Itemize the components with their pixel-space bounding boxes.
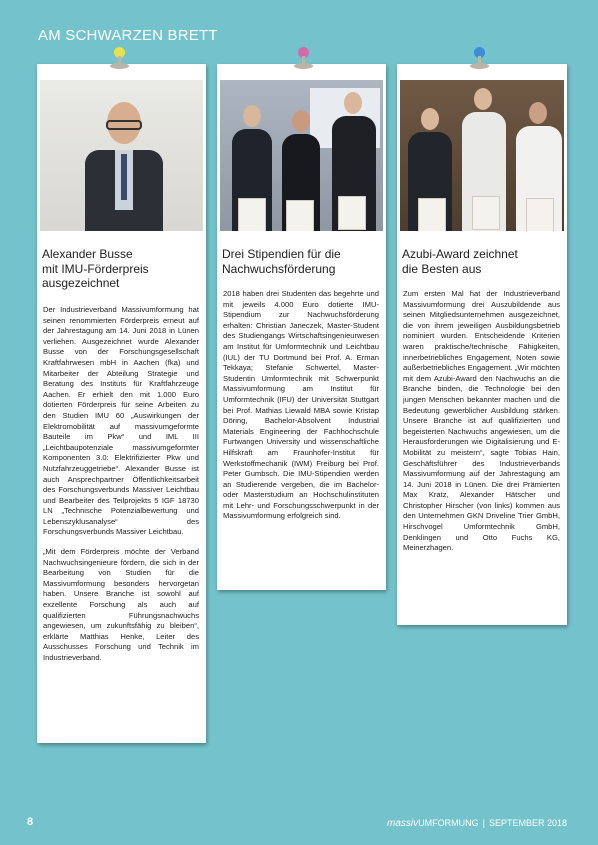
- card-stipendien: [217, 64, 386, 590]
- headline: [42, 247, 149, 291]
- headline-line-3: ausgezeichnet: [42, 276, 120, 290]
- pushpin-icon: [110, 47, 130, 77]
- footer: [387, 818, 567, 829]
- issue-date: SEPTEMBER 2018: [488, 818, 567, 828]
- headline-line-1: Drei Stipendien für die: [222, 247, 341, 261]
- headline-line-2: mit IMU-Förderpreis: [42, 261, 149, 276]
- card-azubi-award: [397, 64, 567, 625]
- headline: [402, 247, 518, 276]
- photo-alexander-busse: [40, 80, 203, 231]
- headline-line-1: Alexander Busse: [42, 247, 133, 261]
- certificate: [418, 198, 446, 231]
- certificate: [472, 196, 500, 230]
- headline-line-2: Nachwuchsförderung: [222, 261, 336, 276]
- page-number: 8: [27, 816, 34, 828]
- card-imu-foerderpreis: [37, 64, 206, 743]
- certificate: [286, 200, 314, 231]
- headline-line-2: die Besten aus: [402, 261, 482, 276]
- photo-stipendiaten: [220, 80, 383, 231]
- article-body: [43, 305, 199, 673]
- brand-umformung: UMFORMUNG: [418, 818, 479, 828]
- paragraph: Zum ersten Mal hat der Industrieverband Massivumformung drei Auszubildende aus seinen Mitgliedsunternehmen ausgezeichnet, die von ihrem jeweiligen Ausbildungsbetrieb nominiert wurden. Entscheidende Kriterien waren praktische/technische Fähigkeiten, innerbetriebliches Engagement, Noten sowie außerbetriebliches Engagement. „Wir möchten mit dem Azubi-Award den Nachwuchs an die Branche binden, die Technologie bei den jungen Menschen bekannter machen und die Bedeutung gewerblicher Ausbildung stärken. Unsere Branche ist auf qualifizierten und begeisterten Nachwuchs angewiesen, um die Herausforderungen wie Digitalisierung und E-Mobilität zu meistern“, sagte Tobias Hain, Geschäftsführer des Industrieverbands Massivumformung auf der Jahrestagung am 14. Juni 2018 in Lünen. Die drei Prämierten Max Kratz, Alexander Hätscher und Christopher Hirscher (von links) kommen aus den Unternehmen GKN Driveline Trier GmbH, Hirschvogel Umformtechnik GmbH, Denklingen und Otto Fuchs KG, Meinerzhagen.: [403, 289, 561, 553]
- paragraph: 2018 haben drei Studenten das begehrte und mit jeweils 4.000 Euro dotierte IMU-Stipendium zur Nachwuchsförderung erhalten: Christian Janeczek, Master-Student des Studiengangs Wirtschaftsingenieurwesen am Institut für Umformtechnik und Leichtbau (IUL) der TU Dortmund bei Prof. A. Erman Tekkaya; Stefanie Schwertel, Master-Studentin Umformtechnik mit Schwerpunkt Massivumformung am Institut für Umformtechnik (IFU) der Universität Stuttgart bei Prof. Mathias Liewald MBA sowie Kristap Döring, Bachelor-Absolvent Industrial Materials Engineering der Fachhochschule Furtwangen University und wissenschaftliche Hilfskraft am Fraunhofer-Institut für Werkstoffmechanik (IWM) Freiburg bei Prof. Peter Gumbsch. Die IMU-Stipendien werden an Studierende vergeben, die im Bachelor- oder Masterstudium an Hochschulinstituten mit Lehr- und Forschungsschwerpunkt in der Massivumformung erfolgreich sind.: [223, 289, 379, 521]
- footer-separator: |: [482, 818, 485, 828]
- paragraph: Der Industrieverband Massivumformung hat seinen renommierten Förderpreis erneut auf der Jahrestagung am 14. Juni 2018 in Lünen verliehen. Ausgezeichnet wurde Alexander Busse von der Forschungsgesellschaft Kraftfahrwesen mbH in Aachen (fka) und Mitarbeiter der Abteilung Strategie und Beratung des Instituts für Kraftfahrzeuge Aachen. Er erhielt den mit 1.000 Euro dotierten Förderpreis für seine Arbeiten zu den Studien IMU 60 „Auswirkungen der Elektromobilität auf massivumgeformte Bauteile im Pkw“ und IML III „Leichtbaupotenziale massivumgeformter Komponenten 3.0: Elektrifizierter Pkw und Nutzfahrzeuggetriebe“. Alexander Busse ist auch Ansprechpartner Öffentlichkeitsarbeit des Forschungsverbunds Massiver Leichtbau und Bearbeiter des Teilprojekts 5 IGF 18730 LN „Technische Potenzialbewertung und Lebenszyklusanalyse“ des Forschungsverbunds Massiver Leichtbau.: [43, 305, 199, 537]
- headline-line-1: Azubi-Award zeichnet: [402, 247, 518, 261]
- brand-massiv: massiv: [386, 818, 419, 829]
- article-body: [403, 289, 560, 563]
- pushpin-icon: [294, 47, 314, 77]
- certificate: [238, 198, 266, 231]
- certificate: [338, 196, 366, 230]
- certificate: [526, 198, 554, 231]
- section-title: AM SCHWARZEN BRETT: [38, 27, 218, 44]
- pushpin-icon: [470, 47, 490, 77]
- article-body: [223, 289, 379, 531]
- paragraph: „Mit dem Förderpreis möchte der Verband Nachwuchsingenieure fördern, die sich in der Bearbeitung von Studien für die Massivumformung besonders hervorgetan haben. Unsere Branche ist sowohl auf exzellente Forschung als auch auf qualifizierten Führungsnachwuchs angewiesen, um zukunftsfähig zu bleiben“, erklärte Matthias Henke, Leiter des Ausschusses Forschung und Technik im Industrieverband.: [43, 547, 199, 662]
- photo-azubis: [400, 80, 564, 231]
- headline: [222, 247, 341, 276]
